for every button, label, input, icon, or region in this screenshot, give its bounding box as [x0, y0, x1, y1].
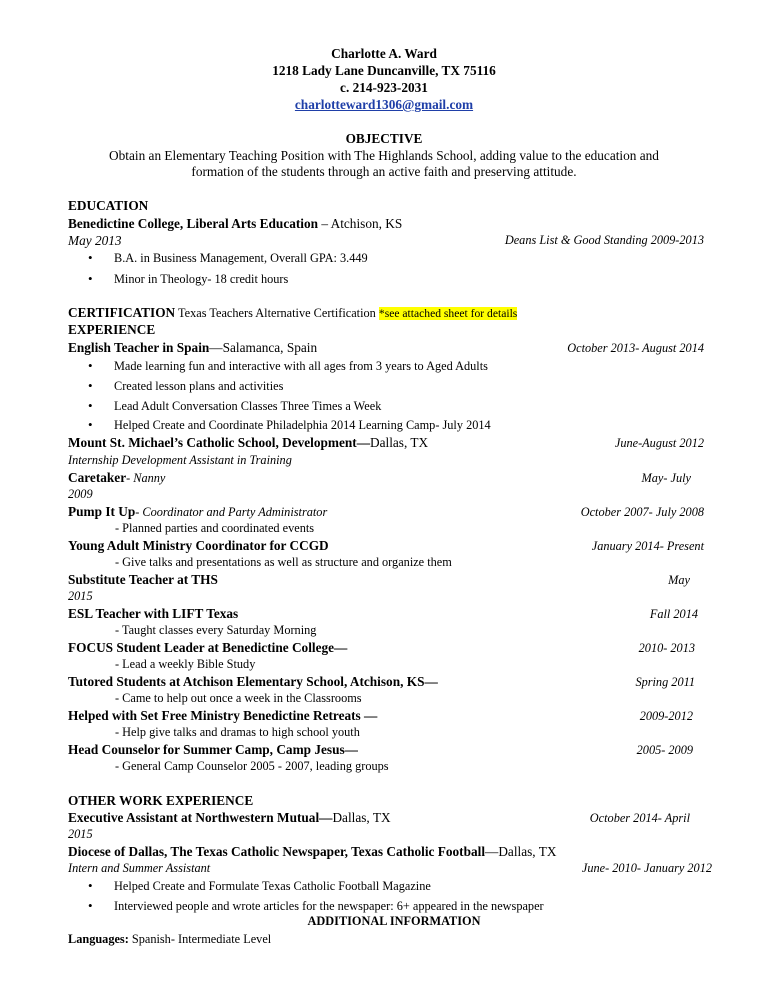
other-work-heading: OTHER WORK EXPERIENCE — [68, 793, 254, 808]
resume-name: Charlotte A. Ward — [331, 46, 437, 61]
job-title: Diocese of Dallas, The Texas Catholic Newspaper, Texas Catholic Football—Dallas, TX — [68, 844, 557, 859]
job-detail: - Give talks and presentations as well as structure and organize them — [115, 555, 452, 569]
certification-note-highlight: *see attached sheet for details — [378, 307, 518, 320]
job-date: October 2013- August 2014 — [567, 341, 704, 355]
job-date: January 2014- Present — [591, 539, 704, 553]
job-title: Caretaker- Nanny — [68, 470, 166, 485]
education-heading: EDUCATION — [68, 198, 149, 213]
job-date: 2010- 2013 — [638, 641, 695, 655]
job-detail: - Lead a weekly Bible Study — [115, 657, 256, 671]
job-bullet: Interviewed people and wrote articles for the newspaper: 6+ appeared in the newspaper — [114, 899, 544, 913]
certification-line: CERTIFICATION Texas Teachers Alternative Certification *see attached sheet for details — [68, 305, 518, 320]
experience-heading: EXPERIENCE — [68, 322, 156, 337]
job-date: May — [668, 573, 690, 587]
job-date: Spring 2011 — [635, 675, 695, 689]
job-bullet: Helped Create and Formulate Texas Catholic Football Magazine — [114, 879, 431, 893]
bullet-icon: • — [88, 878, 93, 893]
job-title: Mount St. Michael’s Catholic School, Development—Dallas, TX — [68, 435, 429, 450]
objective-line-2: formation of the students through an active faith and preserving attitude. — [191, 164, 577, 179]
job-date: 2005- 2009 — [636, 743, 693, 757]
job-title: ESL Teacher with LIFT Texas — [68, 606, 239, 621]
job-date: October 2007- July 2008 — [580, 505, 704, 519]
additional-heading: ADDITIONAL INFORMATION — [307, 914, 481, 928]
education-school: Benedictine College, Liberal Arts Education – Atchison, KS — [68, 216, 403, 231]
job-subtitle: Intern and Summer Assistant — [68, 861, 211, 875]
bullet-icon: • — [88, 378, 93, 393]
address: 1218 Lady Lane Duncanville, TX 75116 — [272, 63, 496, 78]
job-bullet: Helped Create and Coordinate Philadelphia 2014 Learning Camp- July 2014 — [114, 418, 491, 432]
job-date: 2009-2012 — [639, 709, 693, 723]
bullet-icon: • — [88, 898, 93, 913]
job-date: June- 2010- January 2012 — [581, 861, 712, 875]
job-title: Pump It Up- Coordinator and Party Administrator — [68, 504, 328, 519]
bullet-icon: • — [88, 398, 93, 413]
job-bullet: Made learning fun and interactive with all ages from 3 years to Aged Adults — [114, 359, 488, 373]
job-date: October 2014- April — [589, 811, 690, 825]
job-title: Young Adult Ministry Coordinator for CCGD — [68, 538, 329, 553]
education-honors: Deans List & Good Standing 2009-2013 — [504, 233, 704, 247]
job-title: Helped with Set Free Ministry Benedictine Retreats — — [68, 708, 378, 723]
job-title: Tutored Students at Atchison Elementary School, Atchison, KS— — [68, 674, 438, 689]
job-title: Head Counselor for Summer Camp, Camp Jesus— — [68, 742, 358, 757]
job-date-cont: 2015 — [68, 589, 93, 603]
job-detail: - Taught classes every Saturday Morning — [115, 623, 317, 637]
job-title: FOCUS Student Leader at Benedictine College— — [68, 640, 348, 655]
job-title: English Teacher in Spain—Salamanca, Spain — [68, 340, 318, 355]
job-detail: - General Camp Counselor 2005 - 2007, leading groups — [115, 759, 389, 773]
job-date-cont: 2009 — [68, 487, 93, 501]
education-date: May 2013 — [68, 233, 122, 248]
job-bullet: Created lesson plans and activities — [114, 379, 284, 393]
job-detail: - Came to help out once a week in the Classrooms — [115, 691, 362, 705]
bullet-icon: • — [88, 250, 93, 265]
job-title: Executive Assistant at Northwestern Mutual—Dallas, TX — [68, 810, 391, 825]
education-bullet: B.A. in Business Management, Overall GPA: 3.449 — [114, 251, 368, 265]
job-bullet: Lead Adult Conversation Classes Three Times a Week — [114, 399, 382, 413]
languages-line: Languages: Spanish- Intermediate Level — [68, 932, 272, 946]
job-date: Fall 2014 — [649, 607, 698, 621]
email-link[interactable]: charlotteward1306@gmail.com — [294, 97, 474, 112]
bullet-icon: • — [88, 358, 93, 373]
objective-heading: OBJECTIVE — [345, 131, 423, 146]
education-bullet: Minor in Theology- 18 credit hours — [114, 272, 289, 286]
job-title: Substitute Teacher at THS — [68, 572, 218, 587]
job-date: June-August 2012 — [614, 436, 704, 450]
bullet-icon: • — [88, 271, 93, 286]
job-detail: - Planned parties and coordinated events — [115, 521, 315, 535]
email-link-wrap — [0, 98, 768, 111]
phone: c. 214-923-2031 — [340, 80, 428, 95]
bullet-icon: • — [88, 417, 93, 432]
job-date-cont: 2015 — [68, 827, 93, 841]
objective-line-1: Obtain an Elementary Teaching Position with The Highlands School, adding value to the education and — [109, 148, 659, 163]
job-subtitle: Internship Development Assistant in Training — [68, 453, 292, 467]
job-detail: - Help give talks and dramas to high school youth — [115, 725, 360, 739]
job-date: May- July — [641, 471, 691, 485]
